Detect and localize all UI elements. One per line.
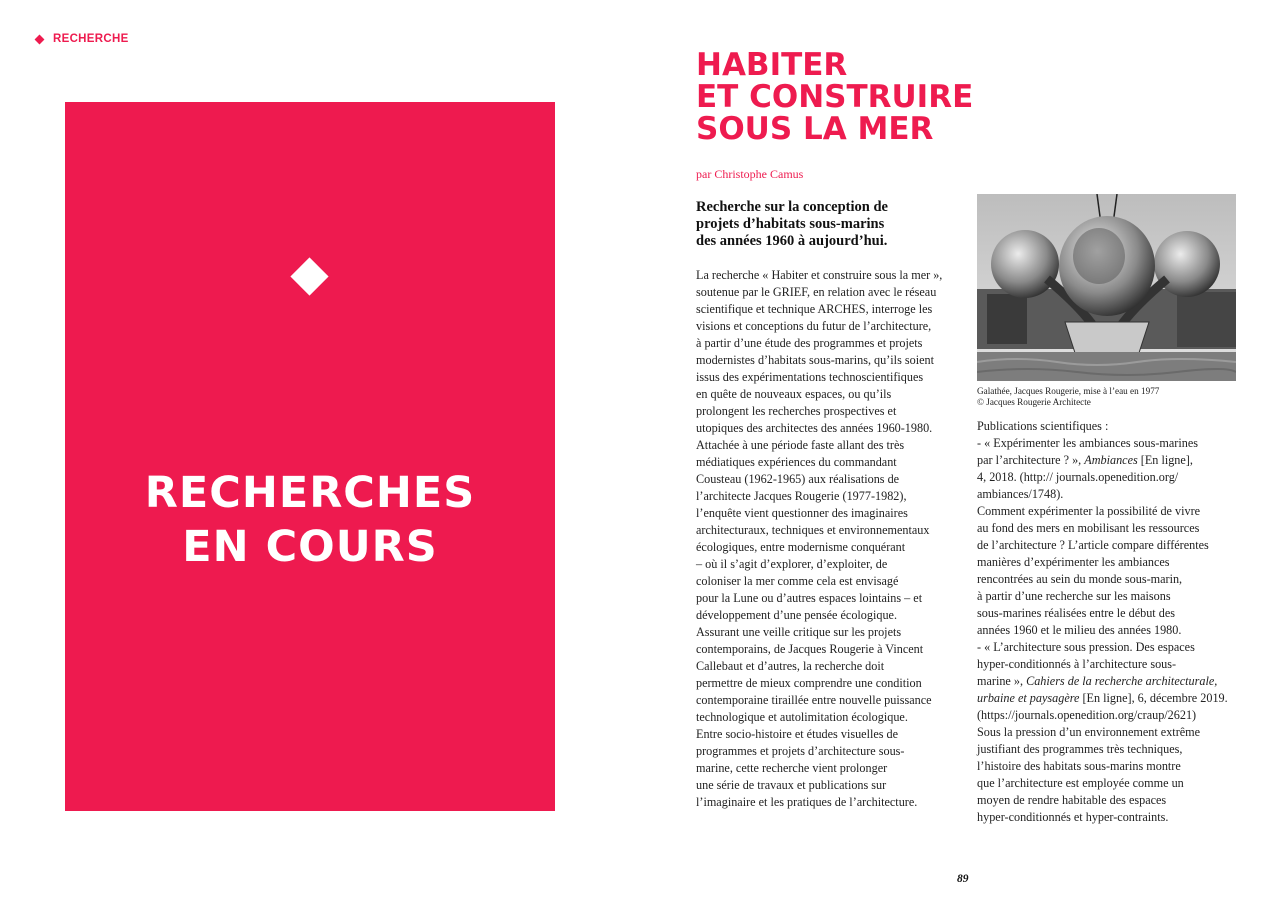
- abstract-line: manières d’expérimenter les ambiances: [977, 555, 1170, 569]
- pub-2-journal: urbaine et paysagère: [977, 691, 1080, 705]
- pub-2-line: (https://journals.openedition.org/craup/2621): [977, 708, 1197, 722]
- abstract-line: à partir d’une recherche sur les maisons: [977, 589, 1171, 603]
- lede-line: Recherche sur la conception de: [696, 199, 888, 215]
- pub-2-abstract: [977, 724, 1239, 826]
- pub-1-line: ambiances/1748).: [977, 487, 1064, 501]
- body-line: technologique et autolimitation écologique.: [696, 710, 908, 724]
- diamond-icon: [290, 257, 328, 295]
- publications-heading: Publications scientifiques :: [977, 419, 1109, 433]
- pub-2-line: hyper-conditionnés à l’architecture sous-: [977, 657, 1177, 671]
- pub-2-line: - « L’architecture sous pression. Des espaces: [977, 640, 1195, 654]
- body-line: programmes et projets d’architecture sous-: [696, 744, 905, 758]
- diamond-icon: [35, 34, 45, 44]
- article-title: [696, 49, 973, 145]
- body-line: une série de travaux et publications sur: [696, 778, 887, 792]
- body-line: permettre de mieux comprendre une condition: [696, 676, 922, 690]
- cover-title: [65, 466, 555, 574]
- section-tag: [36, 33, 129, 45]
- publications: [977, 418, 1239, 826]
- body-line: écologiques, entre modernisme conquérant: [696, 540, 906, 554]
- body-line: – où il s’agit d’explorer, d’exploiter, de: [696, 557, 888, 571]
- abstract-line: années 1960 et le milieu des années 1980.: [977, 623, 1182, 637]
- pub-1-line: - « Expérimenter les ambiances sous-marines: [977, 436, 1198, 450]
- pub-2-line: [977, 673, 1239, 690]
- body-line: médiatiques expériences du commandant: [696, 455, 897, 469]
- lede-line: des années 1960 à aujourd’hui.: [696, 233, 888, 249]
- article-title-line: SOUS LA MER: [696, 111, 934, 147]
- body-line: l’enquête vient questionner des imaginaires: [696, 506, 908, 520]
- section-label: RECHERCHE: [53, 33, 129, 45]
- body-line: en quête de nouveaux espaces, ou qu’ils: [696, 387, 892, 401]
- body-line: marine, cette recherche vient prolonger: [696, 761, 888, 775]
- body-line: contemporains, de Jacques Rougerie à Vincent: [696, 642, 924, 656]
- abstract-line: justifiant des programmes très techniques,: [977, 742, 1183, 756]
- pub-1-line: 4, 2018. (http:// journals.openedition.org/: [977, 470, 1179, 484]
- photo-caption: [977, 386, 1236, 408]
- body-line: architecturaux, techniques et environnementaux: [696, 523, 930, 537]
- body-line: issus des expérimentations technoscientifiques: [696, 370, 924, 384]
- body-line: l’architecte Jacques Rougerie (1977-1982),: [696, 489, 907, 503]
- article-title-line: HABITER: [696, 47, 848, 83]
- author-byline: par Christophe Camus: [696, 167, 804, 181]
- body-line: pour la Lune ou d’autres espaces lointains – et: [696, 591, 923, 605]
- abstract-line: de l’architecture ? L’article compare différentes: [977, 538, 1209, 552]
- cover-title-line: EN COURS: [182, 522, 438, 572]
- abstract-line: rencontrées au sein du monde sous-marin,: [977, 572, 1183, 586]
- body-line: visions et conceptions du futur de l’architecture,: [696, 319, 932, 333]
- caption-line: Galathée, Jacques Rougerie, mise à l’eau en 1977: [977, 386, 1160, 396]
- body-line: Assurant une veille critique sur les projets: [696, 625, 902, 639]
- pub-1-line: [977, 452, 1239, 469]
- lede-line: projets d’habitats sous-marins: [696, 216, 885, 232]
- abstract-line: moyen de rendre habitable des espaces: [977, 793, 1167, 807]
- body-line: Attachée à une période faste allant des très: [696, 438, 905, 452]
- body-line: Cousteau (1962-1965) aux réalisations de: [696, 472, 900, 486]
- pub-2-journal: Cahiers de la recherche architecturale,: [1026, 674, 1218, 688]
- body-line: utopiques des architectes des années 1960-1980.: [696, 421, 933, 435]
- article-body: [696, 267, 960, 811]
- body-line: coloniser la mer comme cela est envisagé: [696, 574, 899, 588]
- abstract-line: que l’architecture est employée comme un: [977, 776, 1184, 790]
- abstract-line: l’histoire des habitats sous-marins montre: [977, 759, 1181, 773]
- body-line: Callebaut et d’autres, la recherche doit: [696, 659, 885, 673]
- cover-block: [65, 102, 555, 811]
- pub-2-line: [977, 690, 1239, 707]
- abstract-line: Sous la pression d’un environnement extrême: [977, 725, 1201, 739]
- pub-1-abstract: [977, 503, 1239, 639]
- photo-galathee: [977, 194, 1236, 381]
- lede: [696, 199, 946, 250]
- body-line: développement d’une pensée écologique.: [696, 608, 898, 622]
- body-line: Entre socio-histoire et études visuelles de: [696, 727, 899, 741]
- pub-2-text: marine »,: [977, 674, 1027, 688]
- caption-line: © Jacques Rougerie Architecte: [977, 397, 1091, 407]
- body-line: modernistes d’habitats sous-marins, qu’ils soient: [696, 353, 934, 367]
- pub-2-text: [En ligne], 6, décembre 2019.: [1079, 691, 1228, 705]
- pub-1-text: par l’architecture ? »,: [977, 453, 1085, 467]
- abstract-line: sous-marines réalisées entre le début des: [977, 606, 1175, 620]
- body-line: prolongent les recherches prospectives et: [696, 404, 897, 418]
- cover-title-line: RECHERCHES: [144, 468, 476, 518]
- body-line: contemporaine tiraillée entre nouvelle puissance: [696, 693, 932, 707]
- body-line: scientifique et technique ARCHES, interroge les: [696, 302, 933, 316]
- body-line: à partir d’une étude des programmes et projets: [696, 336, 923, 350]
- body-line: soutenue par le GRIEF, en relation avec le réseau: [696, 285, 937, 299]
- article-title-line: ET CONSTRUIRE: [696, 79, 974, 115]
- abstract-line: Comment expérimenter la possibilité de vivre: [977, 504, 1201, 518]
- body-line: La recherche « Habiter et construire sous la mer »,: [696, 268, 943, 282]
- page-number: 89: [957, 873, 969, 885]
- pub-1-journal: Ambiances: [1084, 453, 1138, 467]
- abstract-line: au fond des mers en mobilisant les ressources: [977, 521, 1200, 535]
- abstract-line: hyper-conditionnés et hyper-contraints.: [977, 810, 1169, 824]
- pub-1-text: [En ligne],: [1137, 453, 1193, 467]
- body-line: l’imaginaire et les pratiques de l’architecture.: [696, 795, 918, 809]
